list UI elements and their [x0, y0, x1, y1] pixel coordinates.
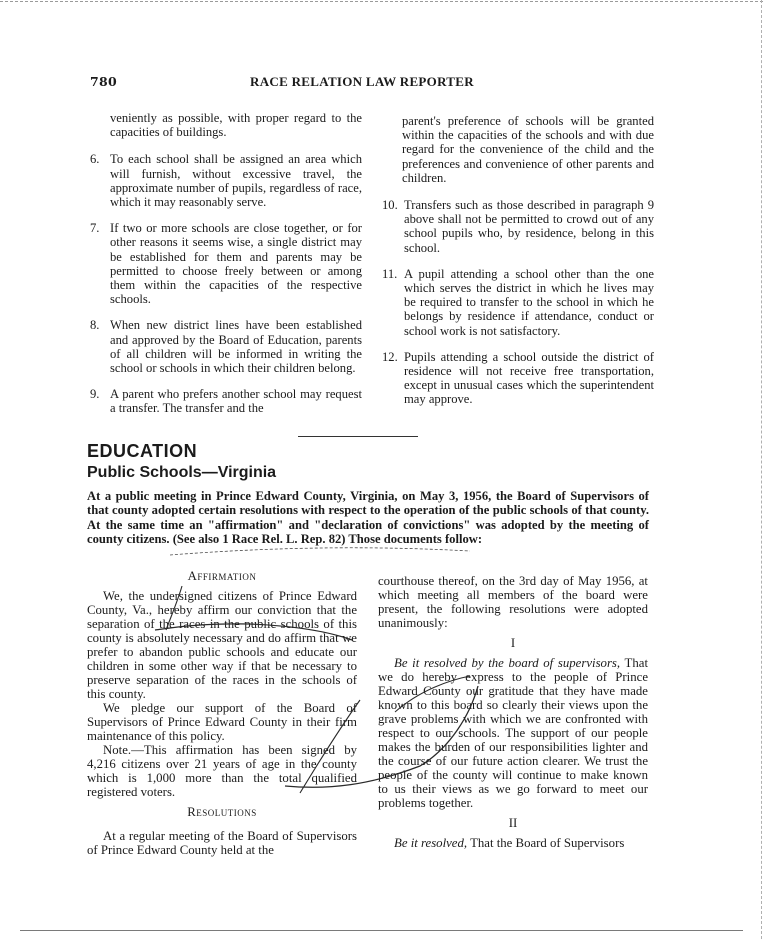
continuation-text: courthouse thereof, on the 3rd day of May 1956, at which meeting all members of the board were present, the following resolutions were adopted unanimously:: [378, 574, 648, 630]
list-item: [90, 387, 362, 415]
resolutions-title: Resolutions: [187, 805, 257, 819]
left-column-bottom: [87, 569, 357, 869]
right-column-top: [382, 114, 654, 419]
affirmation-note: Note.—This affirmation has been signed by 4,216 citizens over 21 years of age in the county which is 1,000 more than the total qualified registered voters.: [87, 743, 357, 799]
section-subheading: Public Schools—Virginia: [87, 464, 277, 481]
list-item: [90, 318, 362, 375]
resolution-one: [378, 656, 648, 810]
scan-edge-top: [0, 1, 763, 2]
affirmation-paragraph: We pledge our support of the Board of Supervisors of Prince Edward County in their firm maintenance of this policy.: [87, 701, 357, 743]
item-number: 7.: [90, 221, 100, 236]
section-divider: [298, 436, 418, 437]
continuation-text: parent's preference of schools will be granted within the capacities of the schools and with due regard for the convenience of the child and the preferences and convenience of other parents and children.: [402, 114, 654, 185]
resolution-text: That we do hereby express to the people of Prince Edward County our gratitude that they have made known to this board so clearly their views upon the grave problems with which we are confronted with respect to our schools. The support of our people makes the burden of our responsibilities lighter and the course of our future action clearer. We trust the people of the county will continue to make known to us their views as we go forward to meet our problems together.: [378, 656, 648, 810]
list-item: [90, 221, 362, 306]
scan-edge-right: [761, 0, 762, 939]
affirmation-title: Affirmation: [187, 569, 257, 583]
continuation-text: veniently as possible, with proper regard to the capacities of buildings.: [110, 111, 362, 140]
item-number: 10.: [382, 198, 398, 213]
item-number: 9.: [90, 387, 100, 402]
resolution-two: [378, 836, 648, 850]
list-item: [382, 267, 654, 338]
right-column-bottom: [378, 574, 648, 862]
resolution-lead: Be it resolved,: [394, 836, 468, 850]
item-text: To each school shall be assigned an area which will furnish, without excessive travel, the approximate number of pupils, regardless of race, which it may reasonably serve.: [110, 152, 362, 210]
item-text: Pupils attending a school outside the district of residence will not receive free transportation, except in unusual cases which the superintendent may approve.: [404, 349, 654, 407]
affirmation-paragraph: We, the undersigned citizens of Prince Edward County, Va., hereby affirm our conviction that the separation of the races in the public schools of this county is absolutely necessary and do affirm that we prefer to abandon public schools and educate our children in some other way if that be necessary to preserve separation of the races in the schools of this county.: [87, 589, 357, 701]
section-heading: EDUCATION: [87, 441, 198, 461]
pen-stroke: [170, 548, 470, 555]
left-column-top: [90, 111, 362, 428]
running-title: RACE RELATION LAW REPORTER: [250, 74, 474, 89]
scan-edge-bottom: [20, 930, 743, 931]
page-number: 780: [90, 74, 117, 89]
item-text: If two or more schools are close together, or for other reasons it seems wise, a single district may be established for them and parents may be permitted to choose freely between or among them within the capacities of the respective schools.: [110, 221, 362, 307]
item-text: Transfers such as those described in paragraph 9 above shall not be permitted to crowd out of any school pupils who, by residence, belong in this school.: [404, 198, 654, 255]
section-number-one: I: [510, 636, 516, 650]
resolution-text: That the Board of Supervisors: [470, 836, 625, 850]
list-item: [382, 198, 654, 255]
item-text: When new district lines have been established and approved by the Board of Education, parents of all children will be informed in writing the school or schools in which their children belong.: [110, 318, 362, 376]
item-text: A parent who prefers another school may request a transfer. The transfer and the: [110, 387, 362, 416]
item-number: 12.: [382, 349, 398, 364]
resolutions-text: At a regular meeting of the Board of Supervisors of Prince Edward County held at the: [87, 829, 357, 857]
list-item: [382, 350, 654, 407]
section-number-two: II: [508, 816, 518, 830]
resolution-lead: Be it resolved by the board of supervisors,: [394, 656, 621, 670]
list-item: [90, 152, 362, 209]
item-number: 11.: [382, 266, 398, 281]
item-number: 8.: [90, 318, 100, 333]
item-text: A pupil attending a school other than the one which serves the district in which he lives may be required to transfer to the school in which he belongs by residence if attendance, conduct or school work is not satisfactory.: [404, 266, 654, 338]
section-intro: At a public meeting in Prince Edward County, Virginia, on May 3, 1956, the Board of Supervisors of that county adopted certain resolutions with respect to the operation of the public schools of that county. At the same time an "affirmation" and "declaration of convictions" was adopted by the meeting of county citizens. (See also 1 Race Rel. L. Rep. 82) Those documents follow:: [87, 489, 649, 546]
item-number: 6.: [90, 152, 100, 167]
